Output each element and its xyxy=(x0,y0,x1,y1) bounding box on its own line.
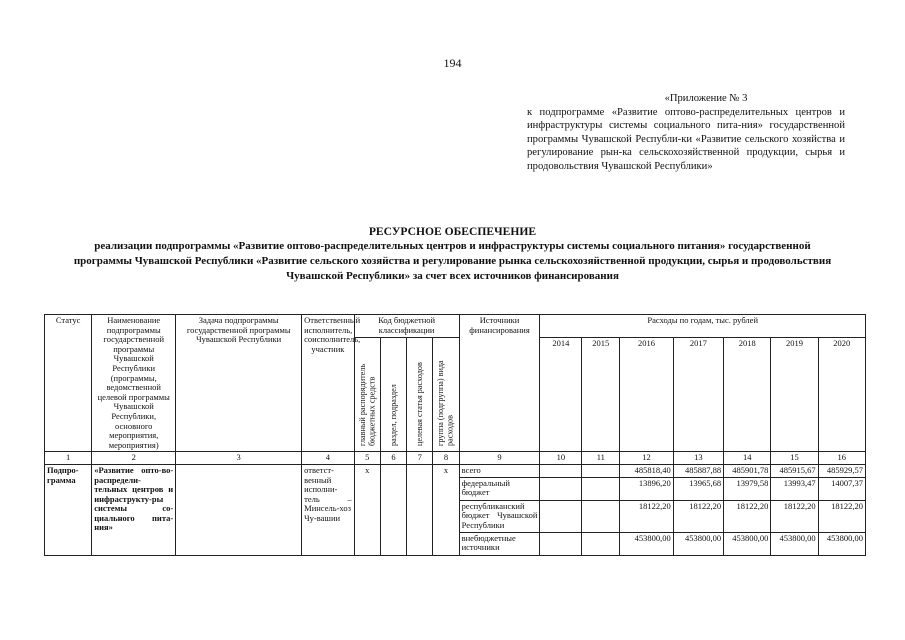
value-2016: 18122,20 xyxy=(620,500,674,532)
column-number: 9 xyxy=(459,452,540,465)
document-subtitle: реализации подпрограммы «Развитие оптово-распределительных центров и инфраструктуры системы социального питания» государственной программы Чувашской Республики «Развитие сельского хозяйства и регулирование рынка сельскохозяйственной продукции, сырья и продовольствия Чувашской Республики» за счет всех источников финансирования xyxy=(73,240,832,282)
header-row-1 xyxy=(45,315,866,338)
value-2014 xyxy=(540,477,582,500)
value-2017: 453800,00 xyxy=(673,532,723,555)
page-number: 194 xyxy=(443,56,462,70)
header-budget-code: Код бюджетной классификации xyxy=(354,315,459,338)
value-2017: 485887,88 xyxy=(673,464,723,477)
value-2017: 13965,68 xyxy=(673,477,723,500)
header-code-section-text: раздел, подраздел xyxy=(388,384,398,447)
column-number: 3 xyxy=(176,452,302,465)
column-number: 13 xyxy=(673,452,723,465)
value-2019: 18122,20 xyxy=(771,500,818,532)
value-2014 xyxy=(540,532,582,555)
column-number: 15 xyxy=(771,452,818,465)
value-2014 xyxy=(540,500,582,532)
column-number: 1 xyxy=(45,452,92,465)
header-code-target xyxy=(407,338,433,452)
header-year-2019: 2019 xyxy=(771,338,818,452)
header-code-section xyxy=(380,338,406,452)
row-executor: ответст-венный исполни-тель – Минсель-хоз Чу-вашии xyxy=(302,464,354,555)
column-number: 2 xyxy=(92,452,176,465)
header-code-group xyxy=(433,338,459,452)
column-number: 16 xyxy=(818,452,865,465)
column-number: 14 xyxy=(724,452,771,465)
row-subprogram-name: «Развитие опто-во-распредели-тельных центров и инфраструкту-ры системы со-циального пита-ния» xyxy=(92,464,176,555)
column-number: 8 xyxy=(433,452,459,465)
header-code-group-text: группа (подгруппа) вида расходов xyxy=(436,360,455,447)
row-status: Подпро-грамма xyxy=(45,464,92,555)
source-name: республиканский бюджет Чувашской Республики xyxy=(459,500,540,532)
column-number: 6 xyxy=(380,452,406,465)
appendix-body: к подпрограмме «Развитие оптово-распределительных центров и инфраструктуры системы социального пита-ния» государственной программы Чувашской Республи-ки «Развитие сельского хозяйства и регулирование рын-ка сельскохозяйственной продукции, сырья и продовольствия Чувашской Республики» xyxy=(527,106,845,172)
column-number: 12 xyxy=(620,452,674,465)
column-number: 10 xyxy=(540,452,582,465)
value-2020: 485929,57 xyxy=(818,464,865,477)
header-year-2016: 2016 xyxy=(620,338,674,452)
value-2018: 18122,20 xyxy=(724,500,771,532)
value-2015 xyxy=(582,532,620,555)
appendix-title: «Приложение № 3 xyxy=(664,93,748,104)
value-2018: 453800,00 xyxy=(724,532,771,555)
value-2018: 13979,58 xyxy=(724,477,771,500)
row-code-group: x xyxy=(433,464,459,555)
value-2017: 18122,20 xyxy=(673,500,723,532)
document-title: РЕСУРСНОЕ ОБЕСПЕЧЕНИЕ xyxy=(368,225,537,238)
column-number: 11 xyxy=(582,452,620,465)
header-year-2015: 2015 xyxy=(582,338,620,452)
header-executor: Ответственный исполнитель, соисполнитель, участник xyxy=(302,315,354,452)
row-code-target xyxy=(407,464,433,555)
value-2016: 13896,20 xyxy=(620,477,674,500)
column-number: 4 xyxy=(302,452,354,465)
header-name: Наименование подпрограммы государственной программы Чувашской Республики (программы, ведомственной целевой программы Чувашской Республики, основного мероприятия, мероприятия) xyxy=(92,315,176,452)
header-code-main-manager-text: главный распорядитель бюджетных средств xyxy=(357,363,377,447)
value-2020: 453800,00 xyxy=(818,532,865,555)
header-year-2014: 2014 xyxy=(540,338,582,452)
column-number: 7 xyxy=(407,452,433,465)
value-2019: 485915,67 xyxy=(771,464,818,477)
header-year-2018: 2018 xyxy=(724,338,771,452)
source-name: всего xyxy=(459,464,540,477)
header-code-target-text: целевая статья расходов xyxy=(414,362,424,447)
value-2020: 14007,37 xyxy=(818,477,865,500)
header-year-2020: 2020 xyxy=(818,338,865,452)
header-task: Задача подпрограммы государственной программы Чувашской Республики xyxy=(176,315,302,452)
row-code-main-manager: x xyxy=(354,464,380,555)
resources-table xyxy=(44,314,866,556)
row-code-section xyxy=(380,464,406,555)
value-2019: 453800,00 xyxy=(771,532,818,555)
appendix-block xyxy=(527,92,845,174)
value-2014 xyxy=(540,464,582,477)
source-name: внебюджетные источники xyxy=(459,532,540,555)
value-2019: 13993,47 xyxy=(771,477,818,500)
value-2016: 485818,40 xyxy=(620,464,674,477)
header-sources: Источники финансирования xyxy=(459,315,540,452)
header-status: Статус xyxy=(45,315,92,452)
source-name: федеральный бюджет xyxy=(459,477,540,500)
table-row-total xyxy=(45,464,866,477)
value-2018: 485901,78 xyxy=(724,464,771,477)
value-2015 xyxy=(582,477,620,500)
row-task xyxy=(176,464,302,555)
header-code-main-manager xyxy=(354,338,380,452)
header-year-2017: 2017 xyxy=(673,338,723,452)
value-2020: 18122,20 xyxy=(818,500,865,532)
header-expenses: Расходы по годам, тыс. рублей xyxy=(540,315,866,338)
column-number-row xyxy=(45,452,866,465)
value-2015 xyxy=(582,500,620,532)
column-number: 5 xyxy=(354,452,380,465)
value-2016: 453800,00 xyxy=(620,532,674,555)
value-2015 xyxy=(582,464,620,477)
